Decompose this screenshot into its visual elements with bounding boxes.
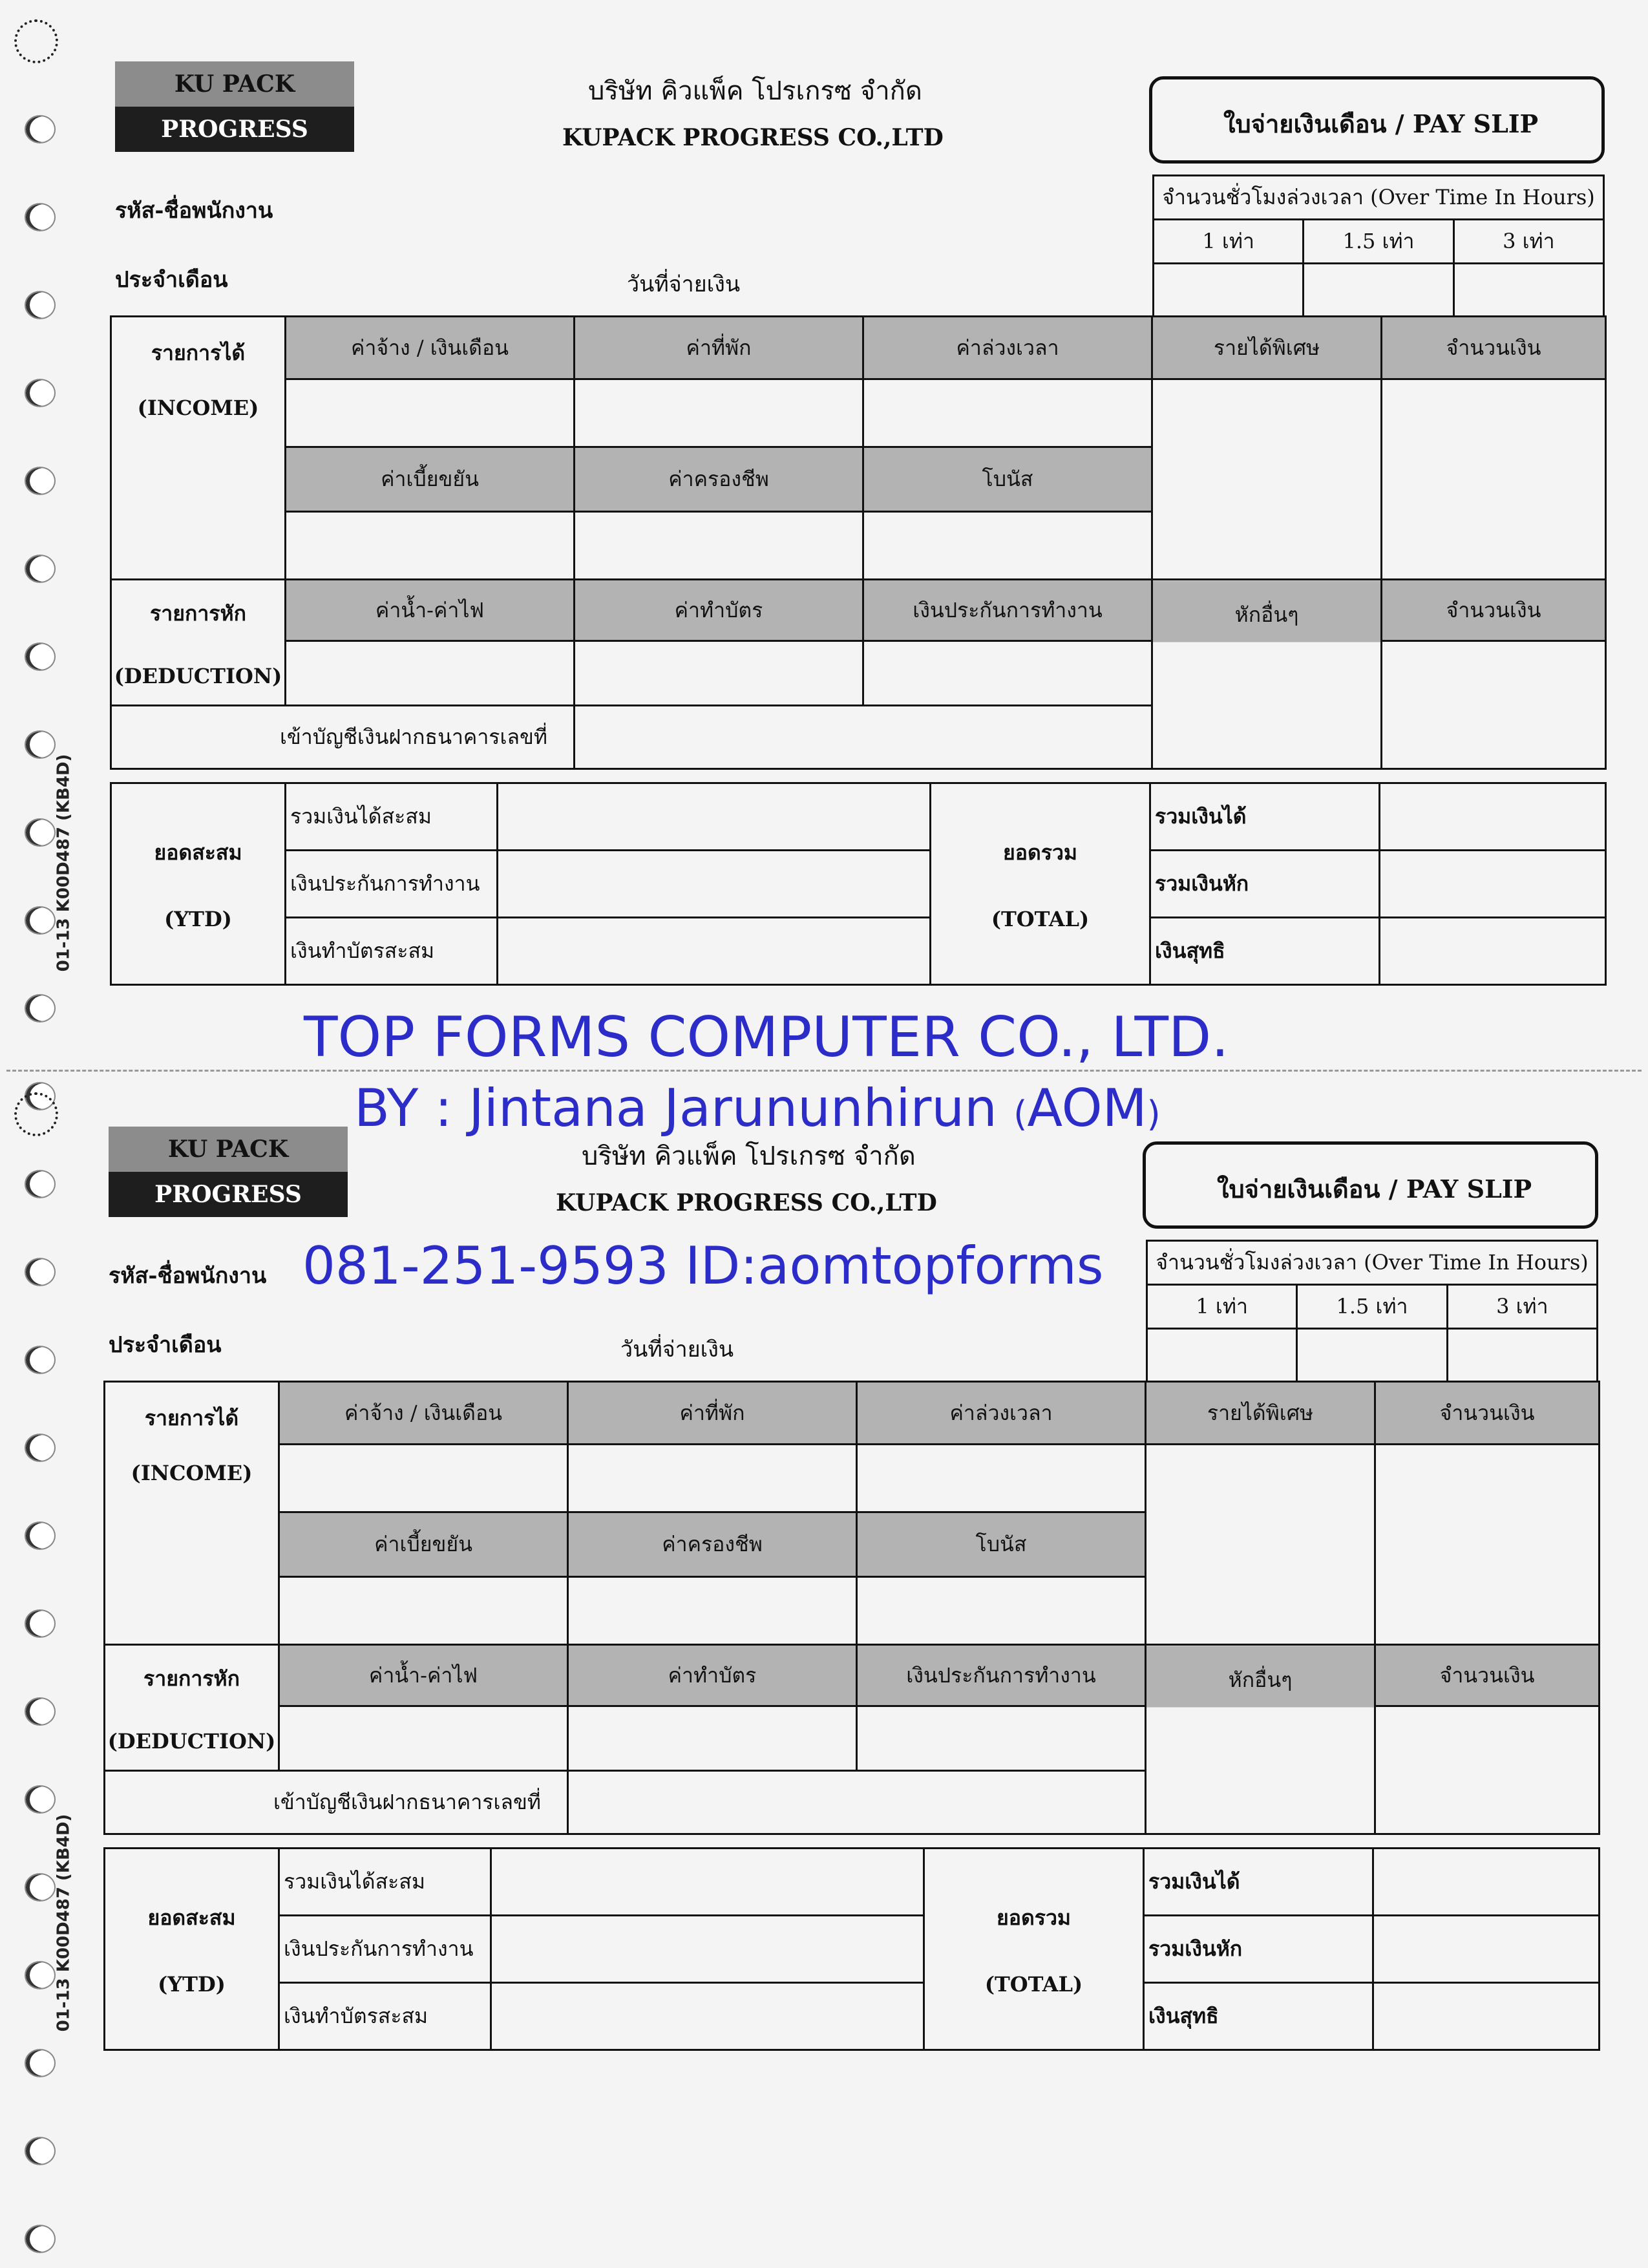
income-header: ค่าจ้าง / เงินเดือน bbox=[279, 1382, 568, 1445]
income-value-field[interactable] bbox=[286, 512, 575, 580]
ytd-row-label: รวมเงินได้สะสม bbox=[279, 1849, 491, 1916]
total-value-field[interactable] bbox=[1380, 783, 1606, 851]
total-value-field[interactable] bbox=[1373, 1983, 1600, 2050]
watermark-company: TOP FORMS COMPUTER CO., LTD. bbox=[304, 1005, 1229, 1070]
ytd-total-table bbox=[103, 1847, 1600, 2051]
income-header: ค่าครองชีพ bbox=[575, 447, 863, 512]
employee-label: รหัส-ชื่อพนักงาน bbox=[115, 198, 273, 224]
income-label-en: (INCOME) bbox=[137, 396, 259, 420]
total-section-label bbox=[931, 783, 1150, 985]
ytd-value-field[interactable] bbox=[491, 1849, 924, 1916]
side-form-code: 01-13 K00D487 (KB4D) bbox=[54, 1814, 74, 2032]
income-amount-field[interactable] bbox=[1382, 379, 1606, 580]
total-label-th: ยอดรวม bbox=[1003, 840, 1077, 865]
total-value-field[interactable] bbox=[1373, 1849, 1600, 1916]
watermark-paren: ( bbox=[1013, 1094, 1028, 1134]
deduction-header: เงินประกันการทำงาน bbox=[863, 580, 1152, 641]
deduction-value-field[interactable] bbox=[857, 1706, 1146, 1771]
pay-slip-form bbox=[0, 0, 1648, 1008]
total-label-th: ยอดรวม bbox=[997, 1905, 1071, 1930]
bank-account-label: เข้าบัญชีเงินฝากธนาคารเลขที่ bbox=[105, 1771, 568, 1834]
deduction-section-label bbox=[111, 580, 286, 706]
watermark-author bbox=[354, 1078, 1161, 1138]
deduction-value-field[interactable] bbox=[279, 1706, 568, 1771]
total-section-label bbox=[924, 1849, 1144, 2050]
other-deduction-cell[interactable] bbox=[1146, 1645, 1375, 1834]
ytd-section-label bbox=[111, 783, 286, 985]
income-header: ค่าล่วงเวลา bbox=[863, 317, 1152, 379]
overtime-table bbox=[1146, 1240, 1598, 1393]
watermark-aom: AOM bbox=[1027, 1078, 1147, 1138]
income-value-field[interactable] bbox=[279, 1445, 568, 1512]
watermark-author-name: BY : Jintana Jarununhirun bbox=[354, 1078, 1014, 1138]
ytd-value-field[interactable] bbox=[498, 783, 931, 851]
total-value-field[interactable] bbox=[1380, 918, 1606, 985]
overtime-col: 3 เท่า bbox=[1453, 220, 1603, 264]
ytd-row-label: เงินทำบัตรสะสม bbox=[279, 1983, 491, 2050]
ytd-section-label bbox=[105, 1849, 279, 2050]
total-row-label: เงินสุทธิ bbox=[1150, 918, 1380, 985]
ytd-label-th: ยอดสะสม bbox=[154, 840, 242, 865]
company-name-thai: บริษัท คิวแพ็ค โปรเกรซ จำกัด bbox=[588, 76, 922, 106]
logo-progress: PROGRESS bbox=[109, 1172, 348, 1217]
logo-progress: PROGRESS bbox=[115, 107, 354, 152]
income-value-field[interactable] bbox=[575, 512, 863, 580]
income-value-field[interactable] bbox=[286, 379, 575, 447]
deduction-label-th: รายการหัก bbox=[150, 600, 246, 626]
deduction-label-en: (DEDUCTION) bbox=[114, 663, 282, 688]
pay-date-label: วันที่จ่ายเงิน bbox=[627, 271, 741, 297]
deduction-amount-field[interactable] bbox=[1382, 641, 1606, 769]
income-value-field[interactable] bbox=[857, 1577, 1146, 1645]
company-name-english: KUPACK PROGRESS CO.,LTD bbox=[556, 1189, 937, 1216]
payslip-main-table bbox=[110, 315, 1607, 770]
total-row-label: รวมเงินหัก bbox=[1150, 851, 1380, 918]
special-income-field[interactable] bbox=[1152, 379, 1382, 580]
income-value-field[interactable] bbox=[279, 1577, 568, 1645]
total-row-label: เงินสุทธิ bbox=[1144, 1983, 1373, 2050]
income-header: ค่าที่พัก bbox=[575, 317, 863, 379]
payslip-main-table bbox=[103, 1381, 1600, 1835]
overtime-title: จำนวนชั่วโมงล่วงเวลา (Over Time In Hours) bbox=[1147, 1241, 1598, 1285]
income-label-th: รายการได้ bbox=[144, 1406, 239, 1430]
deduction-section-label bbox=[105, 1645, 279, 1771]
income-value-field[interactable] bbox=[568, 1577, 857, 1645]
overtime-col: 1.5 เท่า bbox=[1304, 220, 1453, 264]
income-amount-field[interactable] bbox=[1375, 1445, 1600, 1645]
logo-ku-pack: KU PACK bbox=[109, 1127, 348, 1172]
deduction-header: หักอื่นๆ bbox=[1234, 602, 1299, 627]
overtime-title: จำนวนชั่วโมงล่วงเวลา (Over Time In Hours) bbox=[1154, 176, 1604, 220]
total-row-label: รวมเงินหัก bbox=[1144, 1916, 1373, 1983]
bank-account-field[interactable] bbox=[568, 1771, 1146, 1834]
income-header: ค่าเบี้ยขยัน bbox=[286, 447, 575, 512]
payslip-title-box bbox=[1149, 76, 1605, 164]
income-header: จำนวนเงิน bbox=[1375, 1382, 1600, 1445]
watermark-contact: 081-251-9593 ID:aomtopforms bbox=[302, 1236, 1104, 1296]
ytd-label-th: ยอดสะสม bbox=[147, 1905, 236, 1930]
deduction-value-field[interactable] bbox=[568, 1706, 857, 1771]
month-label: ประจำเดือน bbox=[109, 1332, 222, 1358]
pay-date-label: วันที่จ่ายเงิน bbox=[620, 1337, 734, 1362]
ytd-total-table bbox=[110, 782, 1607, 986]
deduction-amount-field[interactable] bbox=[1375, 1706, 1600, 1834]
overtime-col: 1.5 เท่า bbox=[1297, 1285, 1447, 1329]
overtime-col: 1 เท่า bbox=[1154, 220, 1304, 264]
income-header: ค่าครองชีพ bbox=[568, 1512, 857, 1577]
income-header: จำนวนเงิน bbox=[1382, 317, 1606, 379]
income-label-en: (INCOME) bbox=[131, 1461, 253, 1485]
ytd-value-field[interactable] bbox=[491, 1916, 924, 1983]
deduction-header: เงินประกันการทำงาน bbox=[857, 1645, 1146, 1706]
total-value-field[interactable] bbox=[1373, 1916, 1600, 1983]
income-header: ค่าเบี้ยขยัน bbox=[279, 1512, 568, 1577]
overtime-table bbox=[1152, 175, 1605, 328]
deduction-header: จำนวนเงิน bbox=[1375, 1645, 1600, 1706]
deduction-value-field[interactable] bbox=[863, 641, 1152, 706]
total-row-label: รวมเงินได้ bbox=[1150, 783, 1380, 851]
bank-account-field[interactable] bbox=[575, 706, 1152, 769]
watermark-paren: ) bbox=[1146, 1094, 1161, 1134]
income-header: ค่าจ้าง / เงินเดือน bbox=[286, 317, 575, 379]
deduction-header: หักอื่นๆ bbox=[1228, 1668, 1293, 1692]
deduction-value-field[interactable] bbox=[575, 641, 863, 706]
deduction-header: ค่าน้ำ-ค่าไฟ bbox=[279, 1645, 568, 1706]
other-deduction-cell[interactable] bbox=[1152, 580, 1382, 769]
tractor-hole-icon bbox=[26, 2226, 54, 2252]
tractor-hole-icon bbox=[26, 2138, 54, 2164]
total-row-label: รวมเงินได้ bbox=[1144, 1849, 1373, 1916]
deduction-header: จำนวนเงิน bbox=[1382, 580, 1606, 641]
income-value-field[interactable] bbox=[575, 379, 863, 447]
payslip-title: ใบจ่ายเงินเดือน / PAY SLIP bbox=[1217, 1174, 1532, 1203]
overtime-col: 3 เท่า bbox=[1447, 1285, 1597, 1329]
ytd-row-label: รวมเงินได้สะสม bbox=[286, 783, 498, 851]
ytd-value-field[interactable] bbox=[491, 1983, 924, 2050]
company-name-english: KUPACK PROGRESS CO.,LTD bbox=[562, 124, 944, 151]
income-label-th: รายการได้ bbox=[151, 341, 246, 365]
income-section-label bbox=[105, 1382, 279, 1645]
special-income-field[interactable] bbox=[1146, 1445, 1375, 1645]
bank-account-label: เข้าบัญชีเงินฝากธนาคารเลขที่ bbox=[111, 706, 575, 769]
payslip-title-box bbox=[1143, 1141, 1598, 1229]
ytd-label-en: (YTD) bbox=[158, 1972, 226, 1997]
income-header: ค่าที่พัก bbox=[568, 1382, 857, 1445]
deduction-header: ค่าน้ำ-ค่าไฟ bbox=[286, 580, 575, 641]
logo-ku-pack: KU PACK bbox=[115, 61, 354, 107]
income-header: รายได้พิเศษ bbox=[1152, 317, 1382, 379]
ytd-value-field[interactable] bbox=[498, 918, 931, 985]
employee-label: รหัส-ชื่อพนักงาน bbox=[109, 1263, 267, 1289]
deduction-header: ค่าทำบัตร bbox=[575, 580, 863, 641]
total-label-en: (TOTAL) bbox=[991, 907, 1090, 931]
month-label: ประจำเดือน bbox=[115, 267, 228, 293]
deduction-header: ค่าทำบัตร bbox=[568, 1645, 857, 1706]
income-value-field[interactable] bbox=[857, 1445, 1146, 1512]
pay-slip-form bbox=[0, 1065, 1642, 2073]
income-header: โบนัส bbox=[857, 1512, 1146, 1577]
ytd-label-en: (YTD) bbox=[164, 907, 232, 931]
income-value-field[interactable] bbox=[863, 379, 1152, 447]
income-value-field[interactable] bbox=[568, 1445, 857, 1512]
income-header: รายได้พิเศษ bbox=[1146, 1382, 1375, 1445]
ytd-row-label: เงินทำบัตรสะสม bbox=[286, 918, 498, 985]
side-form-code: 01-13 K00D487 (KB4D) bbox=[54, 754, 74, 972]
payslip-title: ใบจ่ายเงินเดือน / PAY SLIP bbox=[1223, 109, 1539, 138]
company-name-thai: บริษัท คิวแพ็ค โปรเกรซ จำกัด bbox=[582, 1141, 916, 1171]
income-section-label bbox=[111, 317, 286, 580]
deduction-label-th: รายการหัก bbox=[143, 1666, 240, 1691]
ytd-row-label: เงินประกันการทำงาน bbox=[279, 1916, 491, 1983]
deduction-value-field[interactable] bbox=[286, 641, 575, 706]
income-value-field[interactable] bbox=[863, 512, 1152, 580]
deduction-label-en: (DEDUCTION) bbox=[107, 1728, 276, 1754]
income-header: ค่าล่วงเวลา bbox=[857, 1382, 1146, 1445]
overtime-col: 1 เท่า bbox=[1147, 1285, 1297, 1329]
income-header: โบนัส bbox=[863, 447, 1152, 512]
total-label-en: (TOTAL) bbox=[984, 1972, 1083, 1997]
ytd-value-field[interactable] bbox=[498, 851, 931, 918]
total-value-field[interactable] bbox=[1380, 851, 1606, 918]
ytd-row-label: เงินประกันการทำงาน bbox=[286, 851, 498, 918]
